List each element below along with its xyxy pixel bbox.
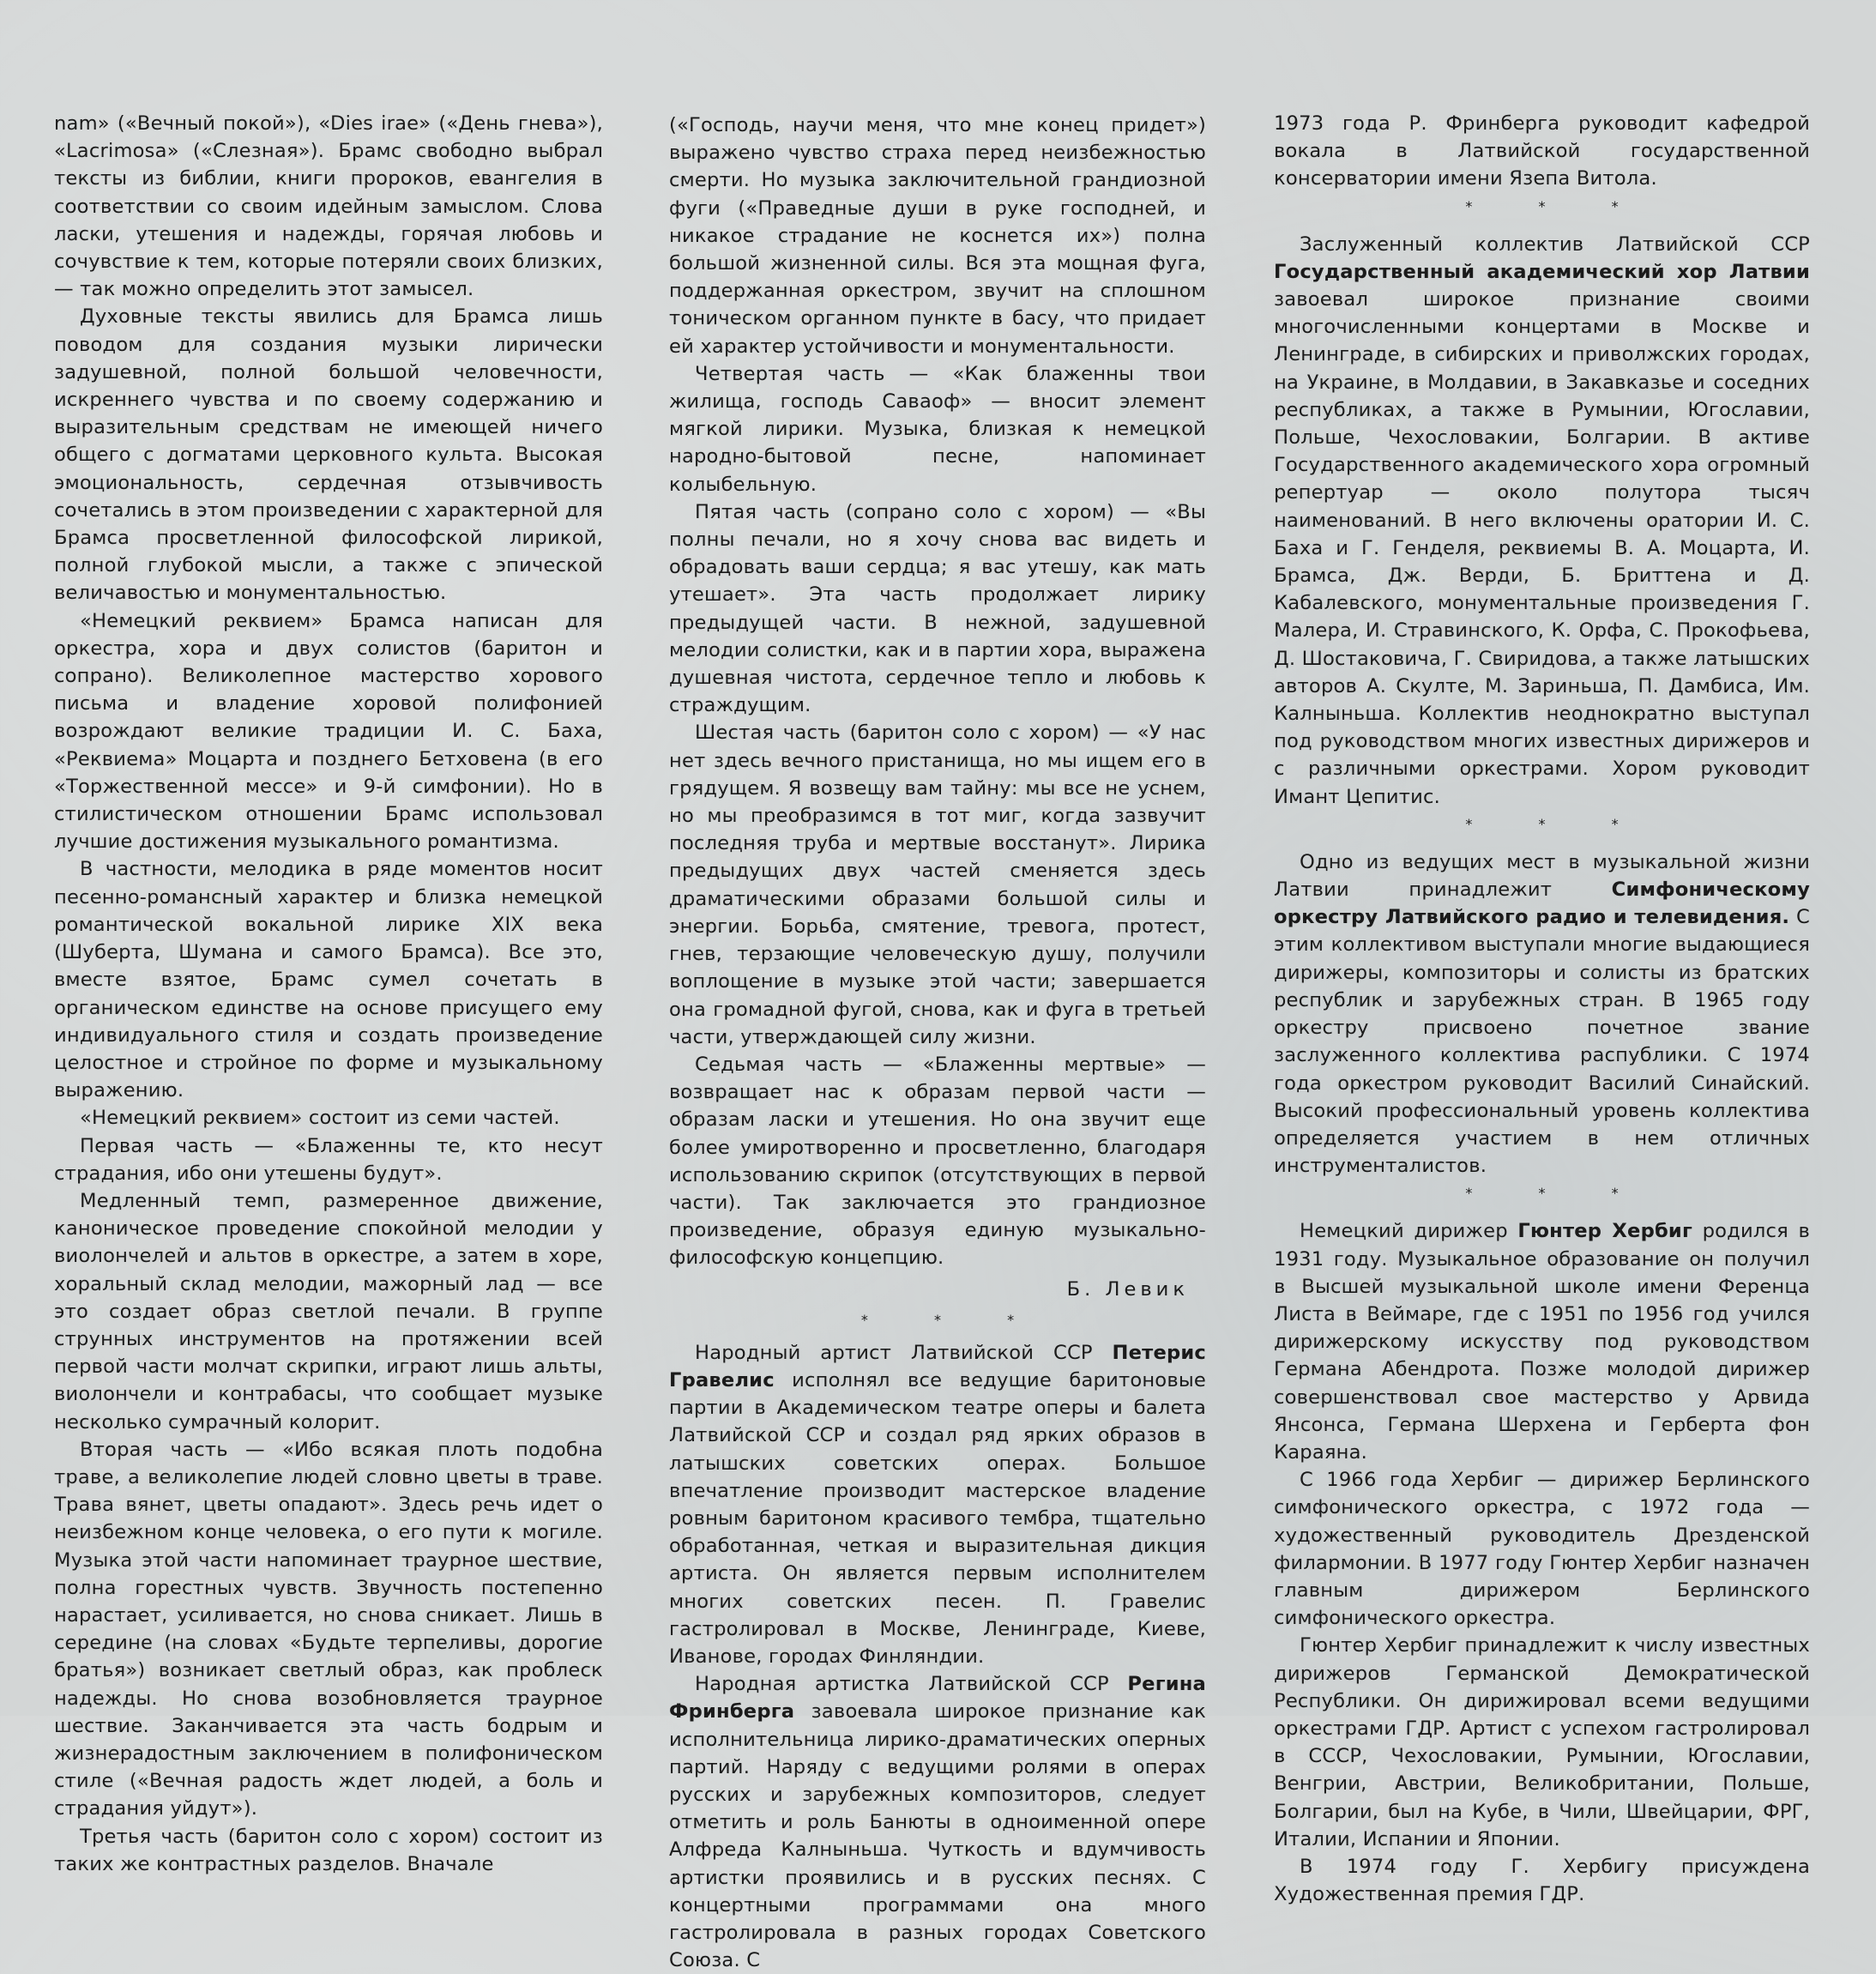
paragraph: Первая часть — «Блаженны те, кто несут страдания, ибо они утешены будут».: [54, 1134, 603, 1185]
paragraph: Седьмая часть — «Блаженны мертвые» — возвращает нас к образам первой части — образам ласки и утешения. Но она звучит еще более умиротворенно и просветленно, благодаря использованию скрипок (отсутствующих в первой части). Так заключается это грандиозное произведение, образуя единую музыкально-философскую концепцию.: [669, 1053, 1206, 1270]
text: Народная артистка Латвийской ССР: [695, 1673, 1128, 1696]
text: исполнял все ведущие баритоновые партии в Академическом театре оперы и балета Латвийской ССР и создал ряд ярких образов в латышских советских операх. Большое впечатление производит мастерское владение ровным баритоном красивого тембра, тщательно обработанная, четкая и выразительная дикция артиста. Он является первым исполнителем многих советских песен. П. Гравелис гастролировал в Москве, Ленинграде, Киеве, Иванове, городах Финляндии.: [669, 1368, 1206, 1668]
text: Заслуженный коллектив Латвийской ССР: [1300, 232, 1810, 256]
paragraph: «Немецкий реквием» состоит из семи частей.: [80, 1107, 560, 1130]
author-signature: Б. Левик: [1066, 1277, 1189, 1301]
paragraph-frinberga: [669, 1670, 1206, 1974]
text: завоевала широкое признание как исполнительница лирико-драматических оперных партий. Наряду с ведущими ролями в операх русских и зарубежных композиторов, следует отметить и роль Банюты в одноименной опере Алфреда Калныньша. Чуткость и вдумчивость артистки проявились и в русских песнях. С концертными программами она много гастролировала в разных городах Советского Союза. С: [669, 1700, 1206, 1972]
paragraph: 1973 года Р. Фринберга руководит кафедрой вокала в Латвийской государственной консерватории имени Язепа Витола.: [1274, 112, 1810, 190]
paragraph: В частности, мелодика в ряде моментов носит песенно-романсный характер и близка немецкой романтической вокальной лирике XIX века (Шуберта, Шумана и самого Брамса). Все это, вместе взятое, Брамс сумел сочетать в органическом единстве на основе присущего ему индивидуального стиля и создать произведение целостное и стройное по форме и музыкальному выражению.: [54, 858, 603, 1102]
performer-name: Петерис Гравелис: [669, 1341, 1206, 1391]
paragraph: С 1966 года Хербиг — дирижер Берлинского симфонического оркестра, с 1972 года — художественный руководитель Дрезденской филармонии. В 1977 году Гюнтер Хербиг назначен главным дирижером Берлинского симфонического оркестра.: [1274, 1469, 1810, 1630]
section-separator: * * *: [1465, 1185, 1650, 1202]
performer-name: Регина Фринберга: [669, 1673, 1206, 1723]
paragraph: «Немецкий реквием» Брамса написан для оркестра, хора и двух солистов (баритон и сопрано). Великолепное мастерство хорового письма и владение хоровой полифонией возрождают великие традиции И. С. Баха, «Реквиема» Моцарта и позднего Бетховена (в его «Торжественной мессе» и 9-й симфонии). Но в стилистическом отношении Брамс использовал лучшие достижения музыкального романтизма.: [54, 609, 603, 854]
text-column-2: [669, 112, 1206, 1974]
text: С этим коллективом выступали многие выдающиеся дирижеры, композиторы и солисты из братских республик и зарубежных стран. В 1965 году оркестру присвоено почетное звание заслуженного коллектива распублики. С 1974 года оркестром руководит Василий Синайский. Высокий профессиональный уровень коллектива определяется участием в нем отличных инструменталистов.: [1274, 906, 1811, 1178]
text: Народный артист Латвийской ССР: [695, 1341, 1113, 1364]
section-separator: * * *: [860, 1311, 1046, 1328]
paragraph-gravelis: [669, 1339, 1206, 1670]
paragraph: Шестая часть (баритон соло с хором) — «У нас нет здесь вечного пристанища, но мы ищем его в грядущем. Я возвещу вам тайну: мы все не уснем, но мы преобразимся в тот миг, когда зазвучит последняя труба и мертвые восстанут». Лирика предыдущих двух частей сменяется здесь драматическими образами большой силы и энергии. Борьба, смятение, тревога, протест, гнев, терзающие человеческую душу, получили воплощение в музыке этой части; завершается она громадной фугой, снова, как и фуга в третьей части, утверждающей силу жизни.: [669, 721, 1206, 1048]
ensemble-name: Симфоническому оркестру Латвийского радио и телевидения.: [1274, 878, 1810, 929]
paragraph: Третья часть (баритон соло с хором) состоит из таких же контрастных разделов. Вначале: [54, 1825, 603, 1875]
section-separator: * * *: [1465, 197, 1650, 214]
text: Одно из ведущих мест в музыкальной жизни Латвии принадлежит: [1274, 850, 1810, 902]
paragraph-choir: [1274, 231, 1810, 811]
paragraph: Вторая часть — «Ибо всякая плоть подобна траве, а великолепие людей словно цветы в траве. Трава вянет, цветы опадают». Здесь речь идет о неизбежном конце человека, о его пути к могиле. Музыка этой части напоминает траурное шествие, полна горестных чувств. Звучность постепенно нарастает, усиливается, но снова сникает. Лишь в середине (на словах «Будьте терпеливы, дорогие братья») возникает светлый образ, как проблеск надежды. Но снова возобновляется траурное шествие. Заканчивается эта часть бодрым и жизнерадостным заключением в полифоническом стиле («Вечная радость ждет людей, а боль и страдания уйдут»).: [54, 1438, 603, 1820]
conductor-name: Гюнтер Хербиг: [1517, 1220, 1692, 1243]
paragraph: nam» («Вечный покой»), «Dies irae» («День гнева»), «Lacrimosa» («Слезная»). Брамс свободно выбрал тексты из библии, книги пророков, евангелия в соответствии со своим идейным замыслом. Слова ласки, утешения и надежды, горячая любовь и сочувствие к тем, которые потеряли своих близких, — так можно определить этот замысел.: [54, 112, 603, 301]
paragraph: Четвертая часть — «Как блаженны твои жилища, господь Саваоф» — вносит элемент мягкой лирики. Музыка, близкая к немецкой народно-бытовой песне, напоминает колыбельную.: [669, 362, 1206, 496]
text: завоевал широкое признание своими многочисленными концертами в Москве и Ленинграде, в сибирских и приволжских городах, на Украине, в Молдавии, в Закавказье и соседних республиках, а также в Румынии, Югославии, Польше, Чехословакии, Болгарии. В активе Государственного академического хора огромный репертуар — около полутора тысяч наименований. В него включены оратории И. С. Баха и Г. Генделя, реквиемы В. А. Моцарта, И. Брамса, Дж. Верди, Б. Бриттена и Д. Кабалевского, монументальные произведения Г. Малера, И. Стравинского, К. Орфа, С. Прокофьева, Д. Шостаковича, Г. Свиридова, а также латышских авторов А. Скулте, М. Зариньша, П. Дамбиса, Им. Калныньша. Коллектив неоднократно выступал под руководством многих известных дирижеров и с различными оркестрами. Хором руководит Имант Цепитис.: [1274, 288, 1810, 808]
text: родился в 1931 году. Музыкальное образование он получил в Высшей музыкальной школе имени Ференца Листа в Веймаре, где с 1951 по 1956 год учился дирижерскому искусству под руководством Германа Абендрота. Позже молодой дирижер совершенствовал свое мастерство у Арвида Янсонса, Германа Шерхена и Герберта фон Караяна.: [1274, 1220, 1811, 1464]
paragraph: В 1974 году Г. Хербигу присуждена Художественная премия ГДР.: [1274, 1855, 1810, 1906]
text-column-1: [54, 110, 603, 1878]
ensemble-name: Государственный академический хор Латвии: [1274, 260, 1810, 283]
paragraph: Духовные тексты явились для Брамса лишь поводом для создания музыки лирически задушевной, полной большой человечности, искреннего чувства и по своему содержанию и выразительным средствам не имеющей ничего общего с догматами церковного культа. Высокая эмоциональность, сердечная отзывчивость сочетались в этом произведении с характерной для Брамса просветленной философской лирикой, полной глубокой мысли, а также с эпической величавостью и монументальностью.: [54, 305, 603, 605]
paragraph-herbig: [1274, 1217, 1810, 1466]
paragraph: («Господь, научи меня, что мне конец придет») выражено чувство страха перед неизбежностью смерти. Но музыка заключительной грандиозной фуги («Праведные души в руке господней, и никакое страдание не коснется их») полна большой жизненной силы. Вся эта мощная фуга, поддержанная оркестром, звучит на сплошном тоническом органном пункте в басу, что придает ей характер устойчивости и монументальности.: [669, 114, 1206, 358]
paragraph: Медленный темп, размеренное движение, каноническое проведение спокойной мелодии у виолончелей и альтов в оркестре, а затем в хоре, хоральный склад мелодии, мажорный лад — все это создает образ светлой печали. В группе струнных инструментов на протяжении всей первой части молчат скрипки, играют лишь альты, виолончели и контрабасы, что сообщает музыке несколько сумрачный колорит.: [54, 1189, 603, 1434]
paragraph: Гюнтер Хербиг принадлежит к числу известных дирижеров Германской Демократической Республики. Он дирижировал всеми ведущими оркестрами ГДР. Артист с успехом гастролировал в СССР, Чехословакии, Румынии, Югославии, Венгрии, Австрии, Великобритании, Польше, Болгарии, был на Кубе, в Чили, Швейцарии, ФРГ, Италии, Испании и Японии.: [1274, 1634, 1810, 1850]
section-separator: * * *: [1465, 815, 1650, 832]
text: Немецкий дирижер: [1300, 1220, 1518, 1243]
paragraph: Пятая часть (сопрано соло с хором) — «Вы полны печали, но я хочу снова вас видеть и обрадовать ваши сердца; я вас утешу, как мать утешает». Эта часть продолжает лирику предыдущей части. В нежной, задушевной мелодии солистки, как и в партии хора, выражена душевная чистота, сердечное тепло и любовь к страждущим.: [669, 500, 1206, 717]
text-column-3: [1274, 110, 1810, 1908]
paragraph-orchestra: [1274, 848, 1810, 1180]
